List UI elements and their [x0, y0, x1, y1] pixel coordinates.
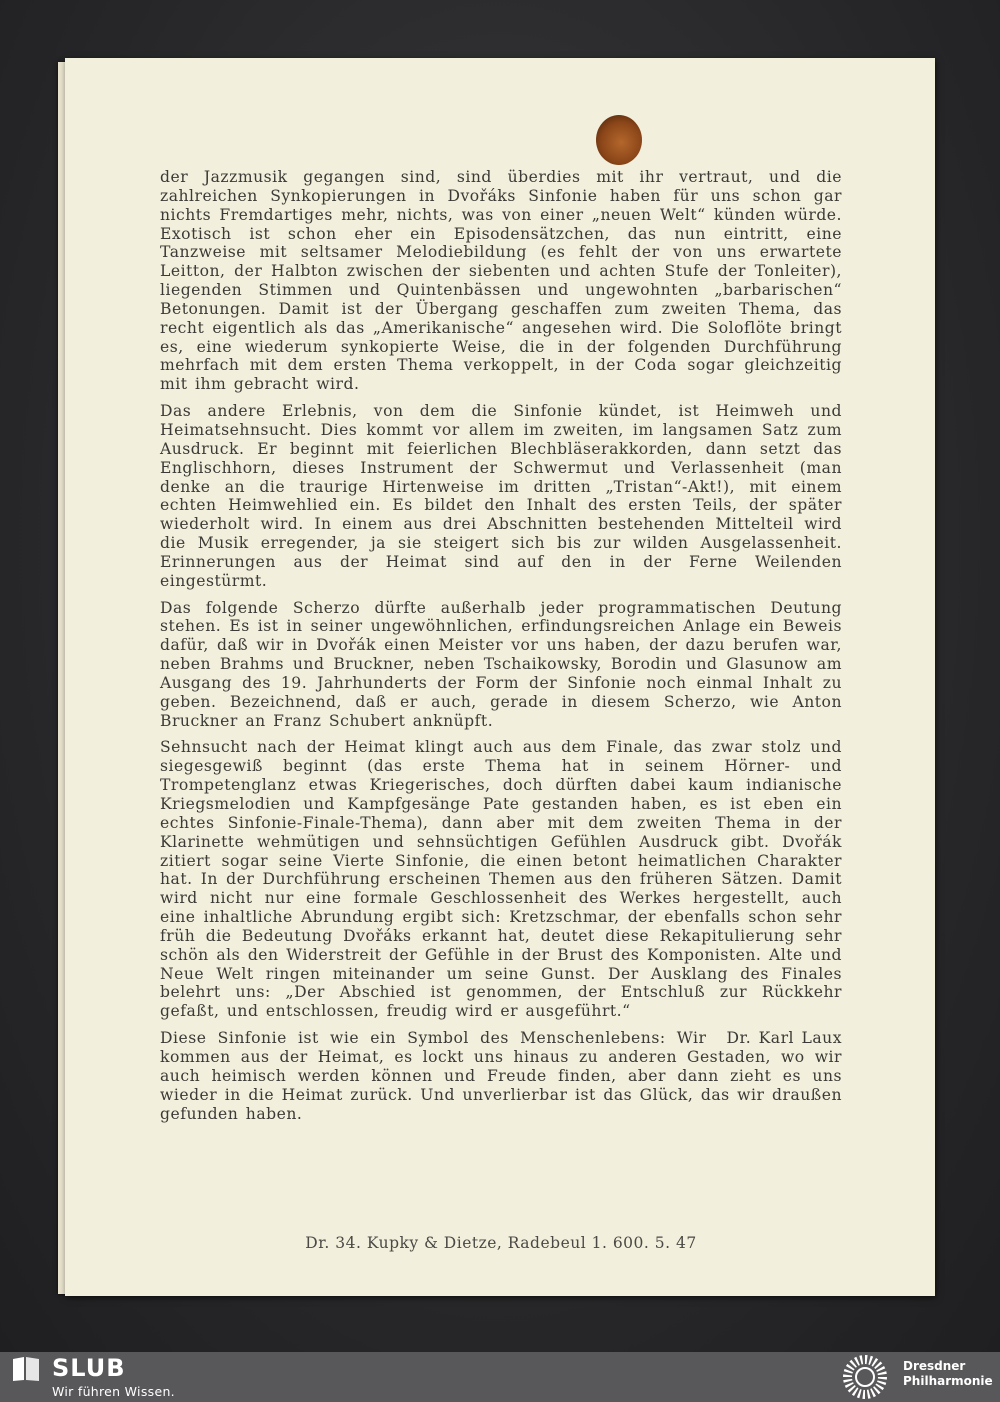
author-signature: Dr. Karl Laux	[726, 1029, 842, 1048]
slub-tagline: Wir führen Wissen.	[52, 1384, 175, 1399]
punch-hole	[596, 115, 642, 165]
logo-ray	[865, 1355, 868, 1364]
logo-ray	[868, 1356, 873, 1365]
logo-ray	[862, 1390, 865, 1399]
logo-ray	[877, 1380, 886, 1385]
logo-ray	[878, 1371, 887, 1375]
logo-ray	[867, 1390, 871, 1399]
book-icon	[12, 1356, 40, 1382]
logo-ray	[878, 1377, 887, 1380]
paragraph-4: Sehnsucht nach der Heimat klingt auch aus dem Finale, das zwar stolz und siegesgewiß beginnt (das erste Thema hat in seinem Hörner- und Trompetenglanz etwas Kriegerisches, doch dürften dabei kaum indianische Kriegsmelodien und Kampfgesänge Pate gestanden haben, es ist eben ein echtes Sinfonie-Finale-Thema), dann aber mit dem zweiten Thema in der Klarinette wehmütigen und sehnsüchtigen Gefühlen Ausdruck gibt. Dvořák zitiert sogar seine Vierte Sinfonie, die einen betont heimatlichen Charakter hat. In der Durchführung erscheinen Themen aus den früheren Sätzen. Damit wird nicht nur eine formale Geschlossenheit des Werkes hergestellt, auch eine inhaltliche Abrundung ergibt sich: Kretzschmar, der ebenfalls schon sehr früh die Bedeutung Dvořáks erkannt hat, deutet diese Rekapitulierung sehr schön als den Widerstreit der Gefühle in der Brust des Komponisten. Alte und Neue Welt ringen miteinander um seine Gunst. Der Ausklang des Finales belehrt uns: „Der Abschied ist genommen, der Entschluß zur Rückkehr gefaßt, und entschlossen, freudig wird er ausgeführt.“	[160, 738, 842, 1021]
logo-ray	[857, 1389, 862, 1398]
printer-footer: Dr. 34. Kupky & Dietze, Radebeul 1. 600. 5. 47	[305, 1234, 697, 1252]
paragraph-2: Das andere Erlebnis, von dem die Sinfonie kündet, ist Heimweh und Heimatsehnsucht. Dies kommt vor allem im zweiten, im langsamen Satz zum Ausdruck. Er beginnt mit feierlichen Blechbläserakkorden, dann setzt das Englischhorn, dieses Instrument der Schwermut und Verlassenheit (man denke an die traurige Hirtenweise im dritten „Tristan“-Akt!), mit einem echten Heimwehlied ein. Es bildet den Inhalt des ersten Teils, der später wiederholt wird. In einem aus drei Abschnitten bestehenden Mittelteil wird die Musik erregender, ja sie steigert sich bis zur wilden Ausgelassenheit. Erinnerungen aus der Heimat sind auf den in der Ferne Weilenden eingestürmt.	[160, 402, 842, 590]
logo-ray	[843, 1379, 852, 1383]
paragraph-1: der Jazzmusik gegangen sind, sind überdies mit ihr vertraut, und die zahlreichen Synkopierungen in Dvořáks Sinfonie haben für uns schon gar nichts Fremdartiges mehr, nichts, was von einer „neuen Welt“ künden würde. Exotisch ist schon eher ein Episodensätzchen, das nun eintritt, eine Tanzweise mit seltsamer Melodiebildung (es fehlt der von uns erwartete Leitton, der Halbton zwischen der siebenten und achten Stufe der Tonleiter), liegenden Stimmen und Quintenbässen und ungewohnten „barbarischen“ Betonungen. Damit ist der Übergang geschaffen zum zweiten Thema, das recht eigentlich als das „Amerikanische“ angesehen wird. Die Soloflöte bringt es, eine wiederum synkopierte Weise, die in der folgenden Durchführung mehrfach mit dem ersten Thema verkoppelt, in der Coda sogar gleichzeitig mit ihm gebracht wird.	[160, 168, 842, 394]
partner-name-line1: Dresdner	[903, 1359, 966, 1373]
slub-logo-text[interactable]: SLUB	[52, 1354, 126, 1382]
logo-ray	[844, 1369, 853, 1374]
article-body	[160, 168, 842, 1131]
paragraph-3: Das folgende Scherzo dürfte außerhalb jeder programmatischen Deutung stehen. Es ist in seiner ungewöhnlichen, erfindungsreichen Anlage ein Beweis dafür, daß wir in Dvořák einen Meister vor uns haben, der dazu berufen war, neben Brahms und Bruckner, neben Tschaikowsky, Borodin und Glasunow am Ausgang des 19. Jahrhunderts der Form der Sinfonie noch einmal Inhalt zu geben. Bezeichnend, daß er auch, gerade in diesem Scherzo, wie Anton Bruckner an Franz Schubert anknüpft.	[160, 598, 842, 730]
logo-ray	[843, 1374, 852, 1377]
logo-ray	[859, 1355, 863, 1364]
philharmonie-logo-icon[interactable]	[842, 1354, 888, 1400]
paragraph-5-text: Diese Sinfonie ist wie ein Symbol des Menschenlebens: Wir kommen aus der Heimat, es lockt uns hinaus zu anderen Gestaden, wo wir auch heimisch werden können und Freude finden, aber dann zieht es uns wieder in die Heimat zurück. Und unverlierbar ist das Glück, das wir draußen gefunden haben.	[160, 1029, 842, 1123]
partner-name-line2: Philharmonie	[903, 1374, 993, 1388]
paragraph-5	[160, 1029, 842, 1123]
provider-bar	[0, 1352, 1000, 1402]
